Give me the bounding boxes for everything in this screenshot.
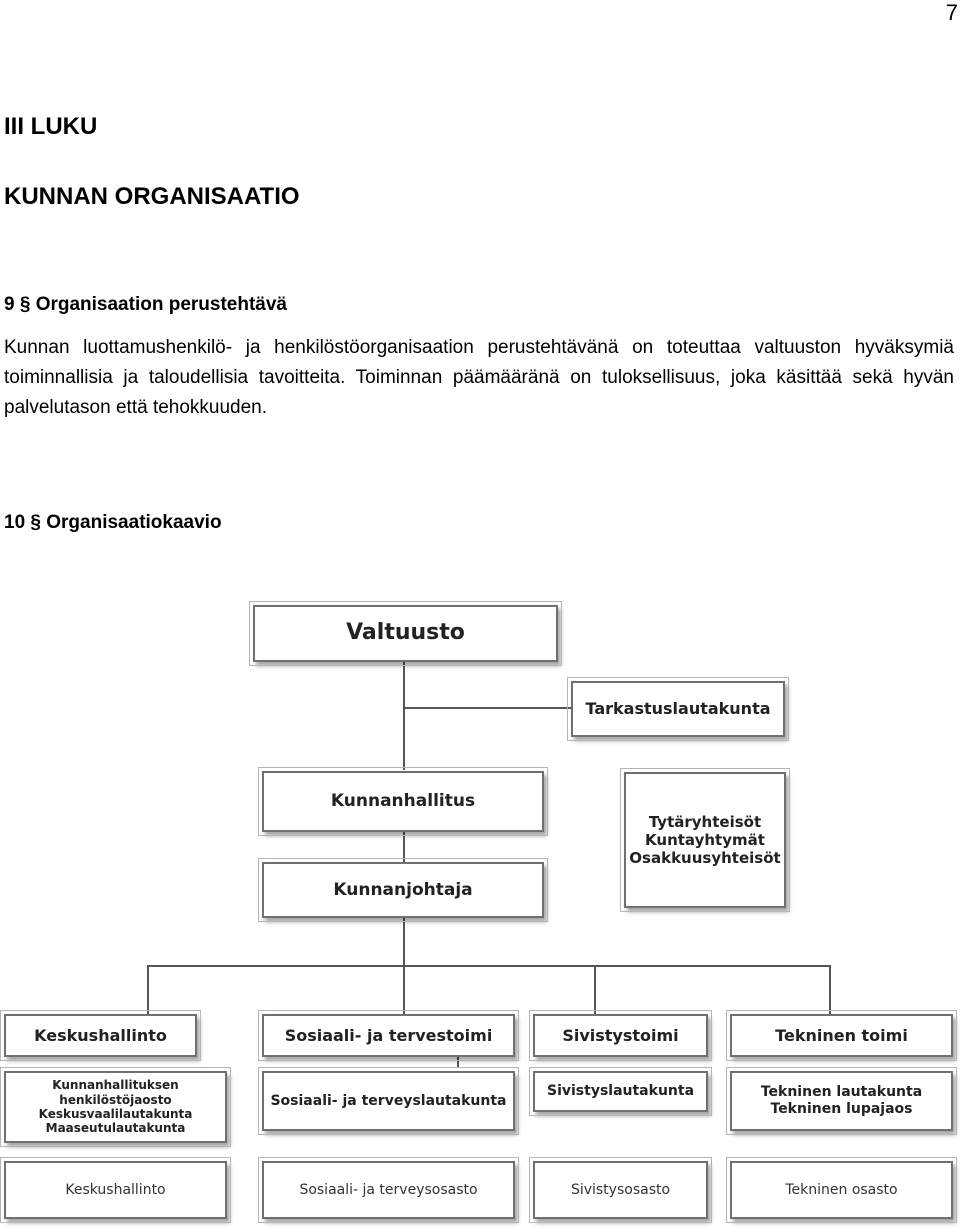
box-boards-sosiaali — [262, 1071, 515, 1131]
label-board: Sosiaali- ja terveyslautakunta — [270, 1092, 507, 1109]
box-division-keskushallinto — [4, 1014, 197, 1057]
chapter-heading: III LUKU — [4, 113, 98, 140]
label-tarkastuslautakunta: Tarkastuslautakunta — [585, 699, 771, 719]
org-chart — [0, 595, 960, 1228]
connector-drop-keskushallinto — [147, 965, 149, 1015]
label-board: Keskusvaalilautakunta — [38, 1107, 193, 1121]
label-board: Tekninen lupajaos — [770, 1101, 913, 1117]
label-board: Maaseutulautakunta — [45, 1121, 186, 1136]
connector-valtuusto-main — [403, 662, 405, 770]
label-subsidiary: Kuntayhtymät — [645, 831, 765, 849]
label-subsidiary: Tytäryhteisöt — [648, 813, 762, 831]
label-subsidiary: Osakkuusyhteisöt — [629, 849, 781, 867]
label-division: Sosiaali- ja tervestoimi — [284, 1025, 493, 1045]
box-office-sivistys — [533, 1161, 708, 1219]
section-10-heading: 10 § Organisaatiokaavio — [4, 512, 222, 533]
box-boards-sivistys — [533, 1071, 708, 1112]
chapter-title: KUNNAN ORGANISAATIO — [4, 183, 300, 210]
box-division-tekninen — [730, 1014, 953, 1057]
box-office-tekninen — [730, 1161, 953, 1219]
connector-sosiaali-tick — [457, 1056, 459, 1068]
label-division: Tekninen toimi — [775, 1025, 908, 1045]
box-subsidiaries — [624, 772, 786, 908]
label-office: Sivistysosasto — [570, 1181, 671, 1198]
box-kunnanhallitus — [262, 771, 544, 832]
section-9-heading: 9 § Organisaation perustehtävä — [4, 294, 287, 315]
label-board: Kunnanhallituksen henkilöstöjaosto — [52, 1078, 179, 1107]
label-division: Keskushallinto — [34, 1025, 167, 1045]
label-office: Sosiaali- ja terveysosasto — [299, 1181, 478, 1198]
box-office-sosiaali — [262, 1161, 515, 1219]
connector-johtaja-bus — [403, 918, 405, 966]
box-boards-keskushallinto — [4, 1071, 227, 1143]
box-boards-tekninen — [730, 1071, 953, 1131]
connector-drop-sosiaali — [403, 965, 405, 1015]
section-9-body: Kunnan luottamushenkilö- ja henkilöstöorganisaation perustehtävänä on toteuttaa valtuuston hyväksymiä toiminnallisia ja taloudellisia tavoitteita. Toiminnan päämääränä on tuloksellisuus, joka käsittää sekä hyvän palvelutason että tehokkuuden. — [4, 337, 954, 418]
label-office: Keskushallinto — [65, 1181, 166, 1198]
connector-drop-sivistys — [594, 965, 596, 1015]
label-division: Sivistystoimi — [562, 1025, 679, 1045]
page-number: 7 — [945, 0, 958, 25]
connector-tarkastus-horizontal — [403, 707, 571, 709]
box-kunnanjohtaja — [262, 862, 544, 918]
connector-drop-tekninen — [829, 965, 831, 1015]
label-office: Tekninen osasto — [785, 1181, 898, 1198]
connector-hallitus-johtaja — [403, 832, 405, 862]
label-kunnanjohtaja: Kunnanjohtaja — [333, 879, 473, 900]
label-board: Tekninen lautakunta — [760, 1084, 923, 1101]
label-valtuusto: Valtuusto — [346, 620, 465, 646]
box-division-sivistys — [533, 1014, 708, 1057]
box-valtuusto — [253, 605, 558, 662]
box-division-sosiaali — [262, 1014, 515, 1057]
label-board: Sivistyslautakunta — [546, 1083, 695, 1100]
box-office-keskushallinto — [4, 1161, 227, 1219]
box-tarkastuslautakunta — [571, 681, 785, 737]
connector-bus-horizontal — [147, 965, 831, 967]
label-kunnanhallitus: Kunnanhallitus — [330, 791, 476, 812]
